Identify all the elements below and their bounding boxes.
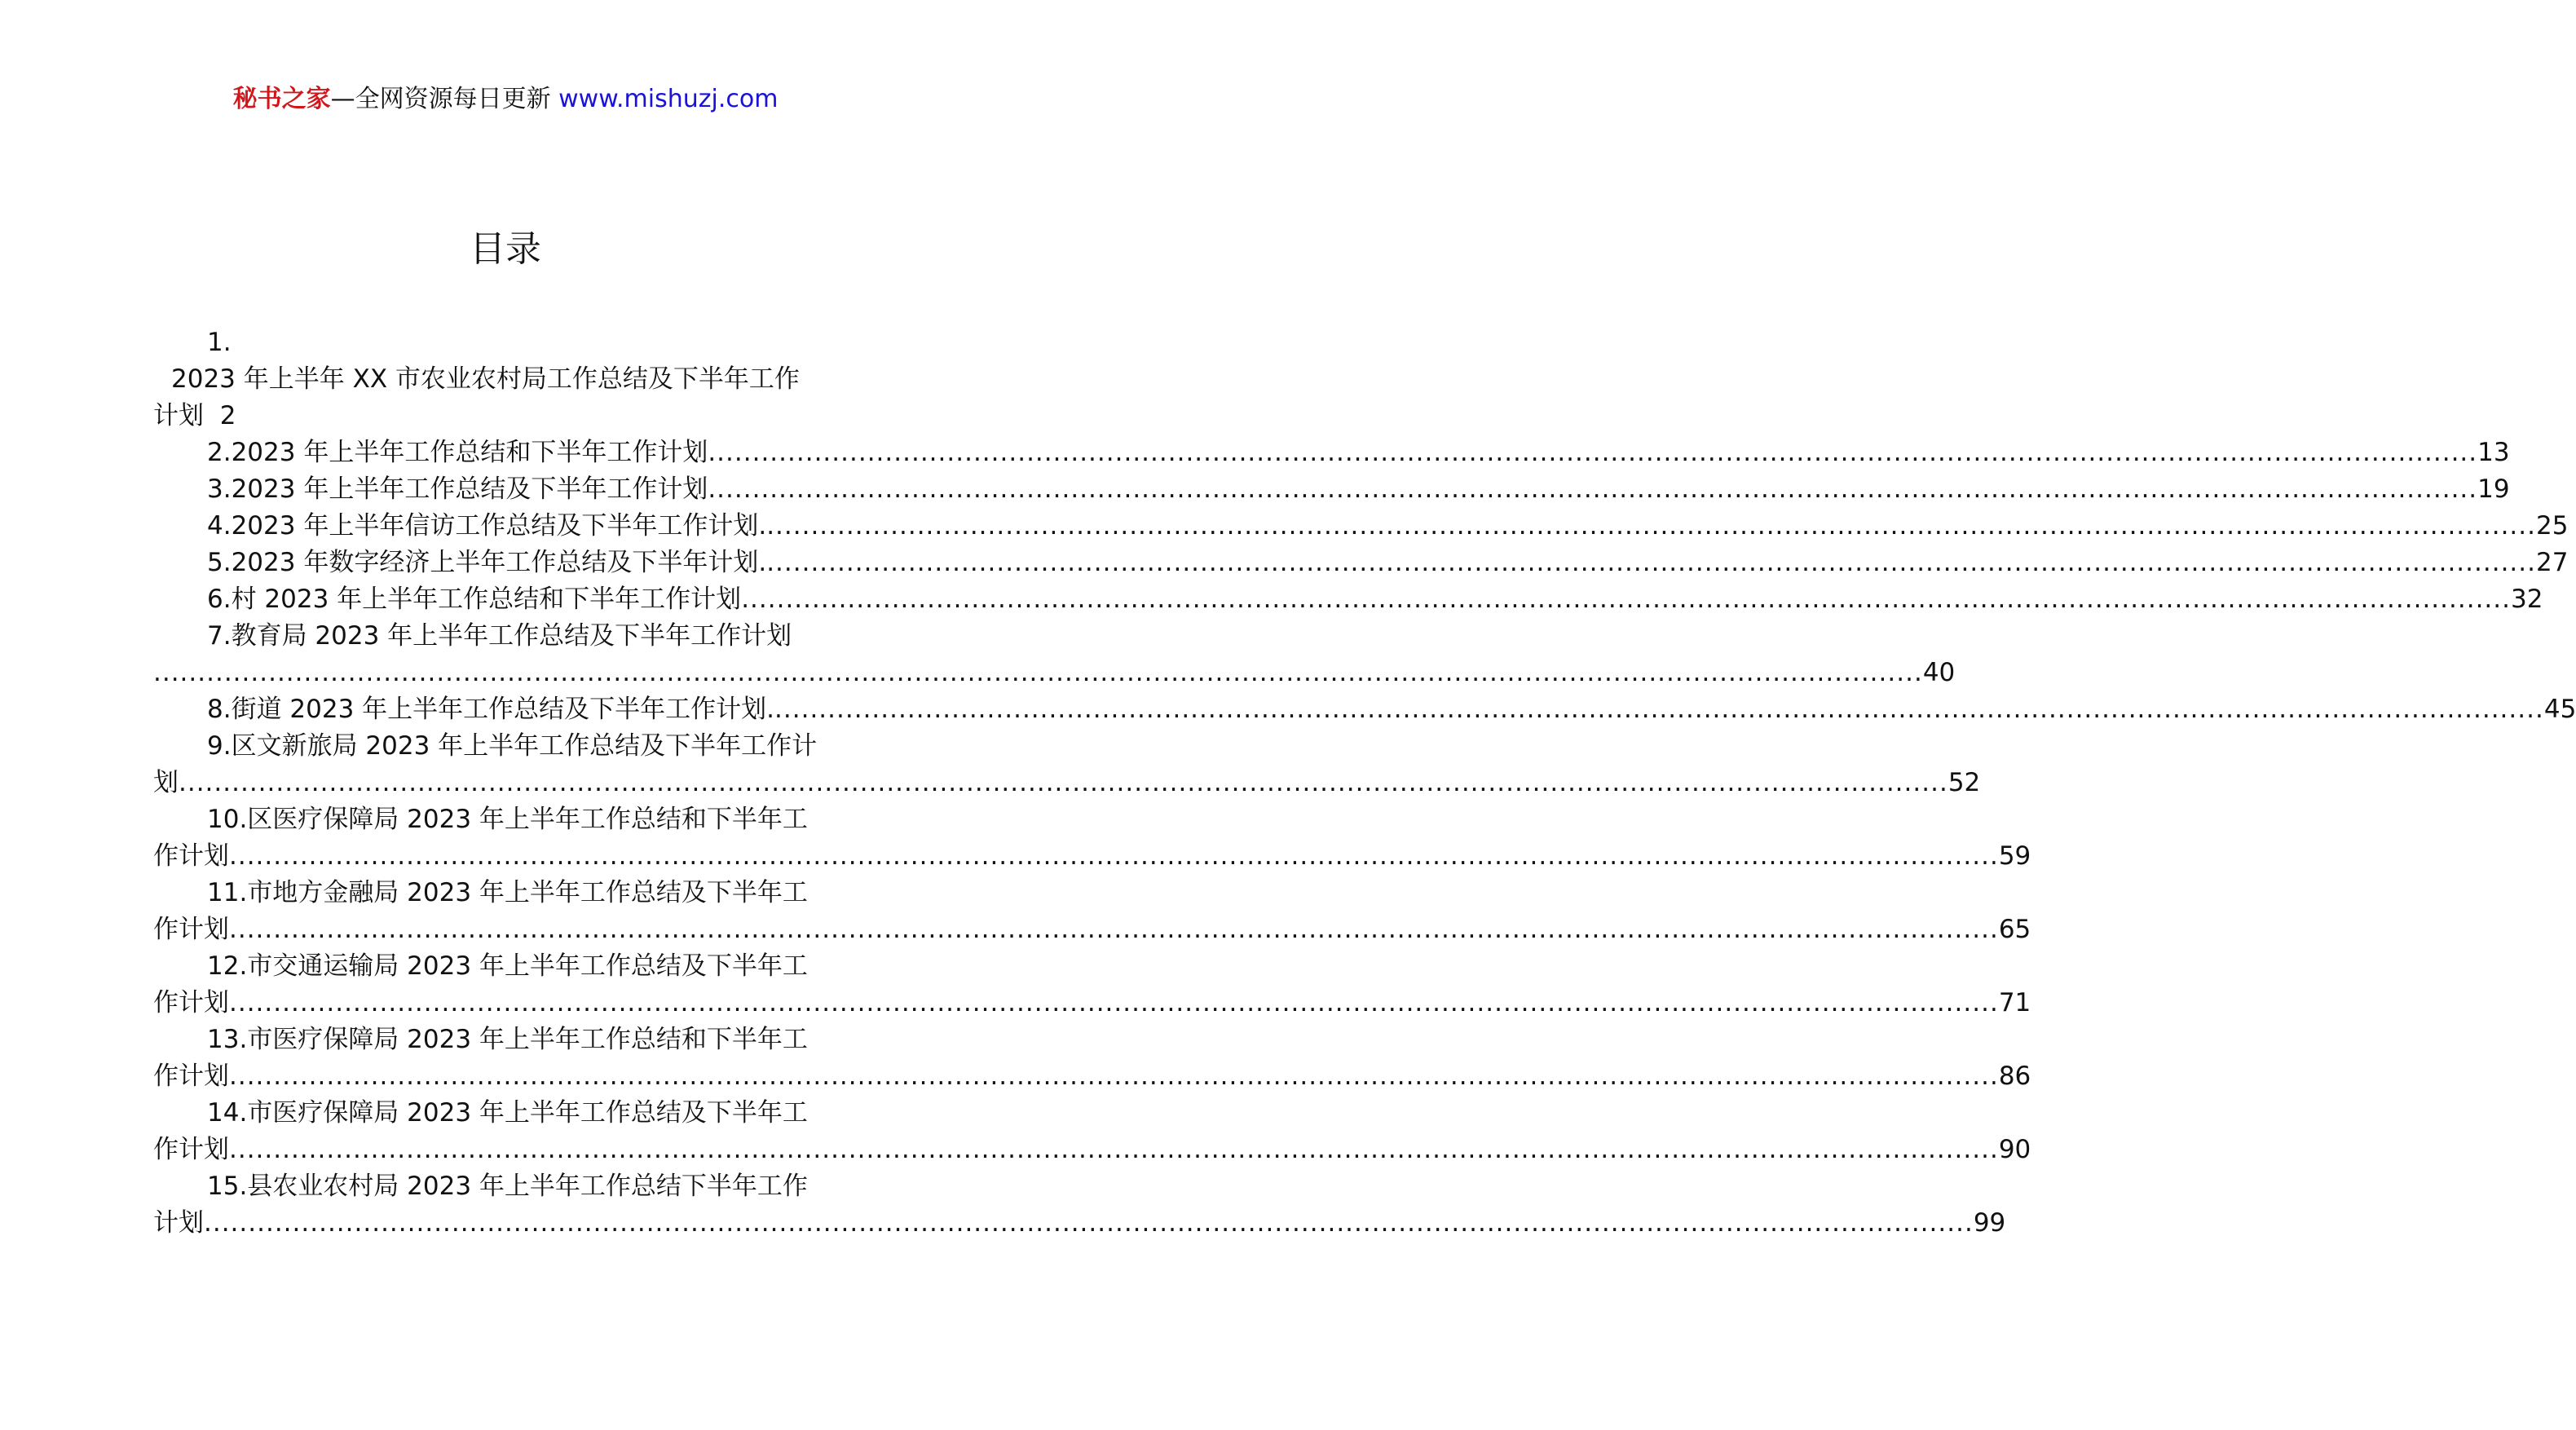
toc-leader-dots: ........................................................................................................................................................................................................ xyxy=(229,841,1999,871)
toc-entry-7[interactable] xyxy=(153,618,1956,691)
toc-entry-title: 5.2023 年数字经济上半年工作总结及下半年计划. xyxy=(207,548,767,577)
toc-entry-number: 1. xyxy=(207,328,232,357)
toc-entry-12[interactable] xyxy=(153,948,2031,1022)
toc-page-number: 65 xyxy=(1998,915,2031,944)
header-tagline: —全网资源每日更新 xyxy=(330,85,559,113)
toc-leader-dots: ........................................................................................................................................................................................................ xyxy=(741,585,2511,614)
toc-page-number: 40 xyxy=(1922,658,1956,687)
toc-entry-5[interactable] xyxy=(153,545,2569,581)
toc-leader-dots: ........................................................................................................................................................................................................ xyxy=(229,988,1999,1017)
toc-entry-14[interactable] xyxy=(153,1095,2031,1168)
toc-entry-title: 11.市地方金融局 2023 年上半年工作总结及下半年工 xyxy=(207,878,808,907)
toc-page-number: 71 xyxy=(1998,988,2031,1017)
toc-entry-title-tail: 作计划 xyxy=(153,1135,229,1164)
toc-entry-title: 3.2023 年上半年工作总结及下半年工作计划 xyxy=(207,474,708,504)
toc-entry-title: 9.区文新旅局 2023 年上半年工作总结及下半年工作计 xyxy=(207,731,818,761)
toc-page-number: 52 xyxy=(1947,768,1981,797)
toc-entry-2[interactable] xyxy=(153,435,2510,471)
toc-entry-4[interactable] xyxy=(153,508,2569,545)
toc-leader-dots: ........................................................................................................................................................................................................ xyxy=(229,1135,1999,1164)
toc-entry-title-line1: 2023 年上半年 XX 市农业农村局工作总结及下半年工作 xyxy=(171,364,800,394)
toc-entry-9[interactable] xyxy=(153,728,1981,801)
toc-entry-title: 4.2023 年上半年信访工作总结及下半年工作计划. xyxy=(207,511,767,541)
toc-entry-title: 13.市医疗保障局 2023 年上半年工作总结和下半年工 xyxy=(207,1025,808,1054)
toc-entry-title: 15.县农业农村局 2023 年上半年工作总结下半年工作 xyxy=(207,1172,808,1201)
toc-leader-dots: ........................................................................................................................................................................................................ xyxy=(774,695,2544,724)
toc-page-number: 86 xyxy=(1998,1061,2031,1091)
toc-entry-title-tail: 作计划 xyxy=(153,1061,229,1091)
toc-page-number: 13 xyxy=(2477,438,2510,467)
toc-leader-dots: ........................................................................................................................................................................................................ xyxy=(229,915,1999,944)
toc-entry-3[interactable] xyxy=(153,471,2510,508)
toc-entry-title-tail: 作计划 xyxy=(153,988,229,1017)
toc-entry-title-line2 xyxy=(153,398,856,435)
toc-entry-title: 14.市医疗保障局 2023 年上半年工作总结及下半年工 xyxy=(207,1098,808,1128)
table-of-contents xyxy=(153,324,2576,1242)
page-header xyxy=(0,83,1011,116)
toc-page-number: 27 xyxy=(2536,548,2569,577)
toc-leader-dots: ........................................................................................................................................................................................................ xyxy=(229,1061,1999,1091)
page-title: 目录 xyxy=(470,228,541,270)
toc-page-number: 2 xyxy=(219,401,236,430)
toc-entry-8[interactable] xyxy=(153,691,2576,728)
toc-entry-title: 12.市交通运输局 2023 年上半年工作总结及下半年工 xyxy=(207,951,808,981)
toc-page-number: 19 xyxy=(2477,474,2510,504)
toc-entry-title: 7.教育局 2023 年上半年工作总结及下半年工作计划 xyxy=(207,621,792,651)
toc-entry-11[interactable] xyxy=(153,875,2031,948)
toc-entry-title: 2.2023 年上半年工作总结和下半年工作计划 xyxy=(207,438,708,467)
toc-entry-6[interactable] xyxy=(153,581,2543,618)
toc-page-number: 45 xyxy=(2543,695,2576,724)
toc-entry-title-tail: 作计划 xyxy=(153,915,229,944)
site-url-link[interactable]: www.mishuzj.com xyxy=(558,85,779,113)
toc-entry-title: 6.村 2023 年上半年工作总结和下半年工作计划 xyxy=(207,585,742,614)
toc-entry-title-tail: 作计划 xyxy=(153,841,229,871)
toc-entry-title-tail: 计划 xyxy=(153,401,204,430)
toc-entry-title: 10.区医疗保障局 2023 年上半年工作总结和下半年工 xyxy=(207,805,808,834)
toc-page-number: 90 xyxy=(1998,1135,2031,1164)
brand-name: 秘书之家 xyxy=(232,85,331,113)
toc-entry-15[interactable] xyxy=(153,1168,2006,1242)
toc-leader-dots: ........................................................................................................................................................................................................ xyxy=(708,474,2478,504)
toc-leader-dots: ........................................................................................................................................................................................................ xyxy=(708,438,2478,467)
toc-page-number: 32 xyxy=(2511,585,2543,614)
toc-leader-dots: ........................................................................................................................................................................................................ xyxy=(179,768,1948,797)
toc-leader-dots: ........................................................................................................................................................................................................ xyxy=(766,548,2536,577)
toc-leader-dots: ........................................................................................................................................................................................................ xyxy=(204,1208,1974,1238)
toc-leader-dots: ........................................................................................................................................................................................................ xyxy=(766,511,2536,541)
toc-page-number: 25 xyxy=(2536,511,2569,541)
toc-page-number: 59 xyxy=(1998,841,2031,871)
toc-page-number: 99 xyxy=(1973,1208,2006,1238)
toc-entry-title-tail: 划 xyxy=(153,768,179,797)
toc-entry-1[interactable] xyxy=(153,324,856,435)
toc-entry-title-tail: 计划 xyxy=(153,1208,204,1238)
toc-entry-13[interactable] xyxy=(153,1022,2031,1095)
toc-leader-dots: ........................................................................................................................................................................................................ xyxy=(153,658,1923,687)
toc-entry-title: 8.街道 2023 年上半年工作总结及下半年工作计划. xyxy=(207,695,775,724)
toc-entry-10[interactable] xyxy=(153,801,2031,875)
